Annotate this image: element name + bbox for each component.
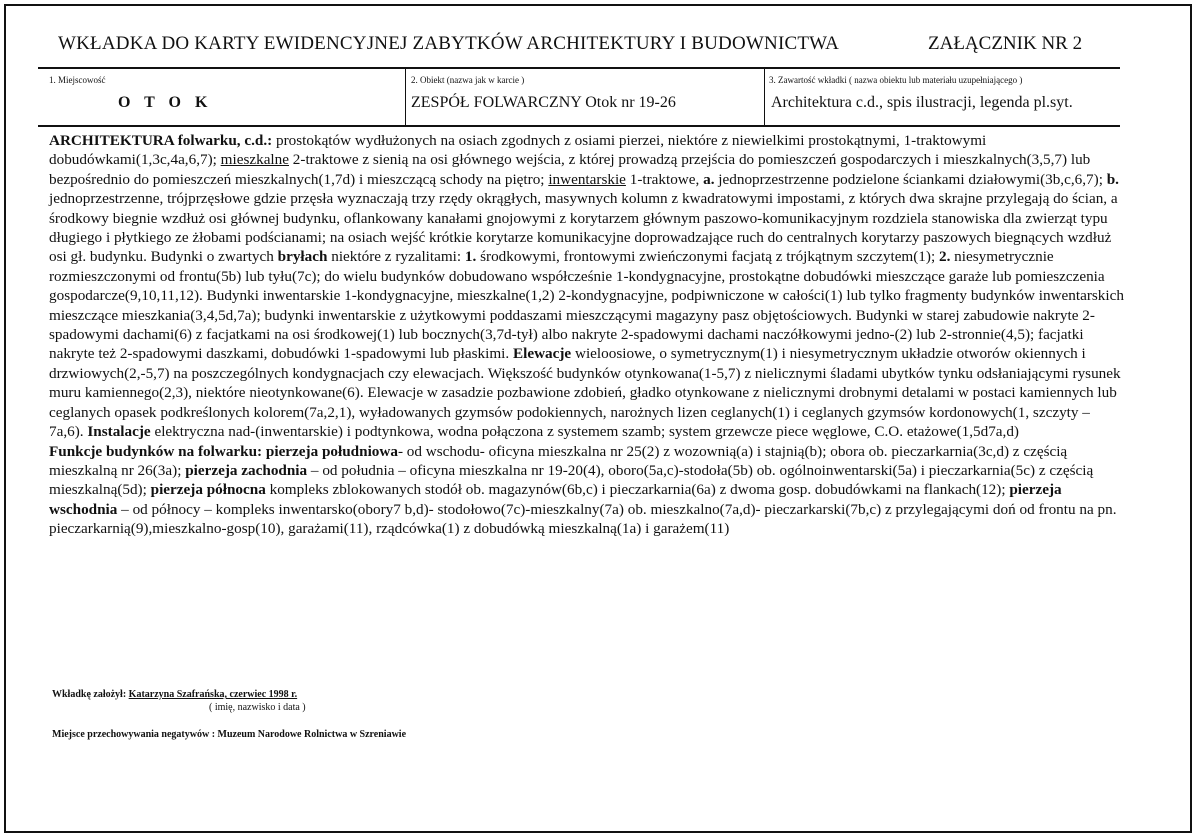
object-label: 2. Obiekt (nazwa jak w karcie ) xyxy=(411,75,525,85)
table-top-rule xyxy=(38,67,1120,69)
author-value: Katarzyna Szafrańska, czerwiec 1998 r. xyxy=(128,689,298,700)
functions-heading: Funkcje budynków na folwarku: pierzeja południowa xyxy=(49,442,398,460)
content-label: 3. Zawartość wkładki ( nazwa obiektu lub materiału uzupełniającego ) xyxy=(769,75,1023,85)
architecture-paragraph: ARCHITEKTURA folwarku, c.d.: prostokątów wydłużonych na osiach zgodnych z osiami pierzei, niektóre z niewielkimi prostokątnymi, 1-traktowymi dobudówkami(1,3c,4a,6,7); mieszkalne 2-traktowe z sienią na osi głównego wejścia, z której prowadzą przejścia do pomieszczeń gospodarczych i mieszkalnych(3,5,7) lub bezpośrednio do pomieszczeń mieszkalnych(1,7d) i mieszczącą schody na piętro; inwentarskie 1-traktowe, a. jednoprzestrzenne podzielone ściankami działowymi(3b,c,6,7); b. jednoprzestrzenne, trójprzęsłowe gdzie przęsła wyznaczają trzy rzędy okrągłych, masywnych kolumn z kwadratowymi impostami, z których dwa skrajne przylegają do ścian, a środkowy biegnie wzdłuż osi głównej budynku, oflankowany kanałami gnojowymi z korytarzem głównym paszowo-komunikacyjnym rozdziela stanowiska dla zwierząt typu długiego i płytkiego ze żłobami podścianami; na osiach wejść krótkie korytarze komunikacyjne doprowadzające ruch do centralnych korytarzy paszowych biegnących wzdłuż osi gł. budynku. Budynki o zwartych bryłach niektóre z ryzalitami: 1. środkowymi, frontowymi zwieńczonymi facjatą z trójkątnym szczytem(1); 2. niesymetrycznie rozmieszczonymi od frontu(5b) lub tyłu(7c); do wielu budynków dobudowano współcześnie 1-kondygnacyjne, prostokątne dobudówki mieszczące garaże lub pomieszczenia gospodarcze(9,10,11,12). Budynki inwentarskie 1-kondygnacyjne, mieszkalne(1,2) 2-kondygnacyjne, podpiwniczone w całości(1) lub tylko fragmenty budynków inwentarskich mieszczące mieszkania(3,4,5d,7a); budynki inwentarskie z użytkowymi poddaszami mieszczącymi magazyny pasz objętościowych. Budynki w starej zabudowie nakryte 2-spadowymi dachami(6) z facjatkami na osi środkowej(1) lub bocznych(3,7d-tył) albo nakryte 2-spadowymi dachami naczółkowymi jedno-(2) lub 2-stronnie(4,5); facjatki nakryte też 2-spadowymi daszkami, dobudówki 1-spadowymi lub płaskimi. Elewacje wieloosiowe, o symetrycznym(1) i niesymetrycznym układzie otworów okiennych i drzwiowych(2,-5,7) na poszczególnych kondygnacjach czy elewacjach. Większość budynków otynkowana(1-5,7) z nielicznymi śladami ubytków tynku odsłaniającymi rysunek muru kamiennego(2,3), niektóre nieotynkowane(6). Elewacje w zasadzie pozbawione zdobień, gładko otynkowane z nielicznymi drobnymi detalami w postaci kamiennych lub ceglanych opasek podkreślonych kolorem(7a,2,1), wyładowanych gzymsów podokiennych, narożnych lizen ceglanych(1) i ceglanych gzymsów kordonowych(1, szczyty –7a,6). Instalacje elektryczna nad-(inwentarskie) i podtynkowa, wodna połączona z systemem szamb; system grzewcze piece węglowe, C.O. etażowe(1,5d7a,d) xyxy=(49,132,1124,441)
negatives-location: Miejsce przechowywania negatywów : Muzeum Narodowe Rolnictwa w Szreniawie xyxy=(52,729,407,740)
table-divider-1 xyxy=(405,68,406,126)
content-value: Architektura c.d., spis ilustracji, legenda pl.syt. xyxy=(771,94,1073,111)
architecture-heading: ARCHITEKTURA folwarku, c.d.: xyxy=(49,132,273,149)
location-label: 1. Miejscowość xyxy=(49,75,106,85)
object-value: ZESPÓŁ FOLWARCZNY Otok nr 19-26 xyxy=(411,94,676,111)
author-label: Wkładkę założył: xyxy=(52,689,127,700)
annex-number: ZAŁĄCZNIK NR 2 xyxy=(928,33,1083,54)
document-body xyxy=(49,131,1124,539)
author-line xyxy=(52,689,297,700)
page-title: WKŁADKA DO KARTY EWIDENCYJNEJ ZABYTKÓW ARCHITEKTURY I BUDOWNICTWA xyxy=(58,33,840,54)
table-bottom-rule xyxy=(38,125,1120,127)
author-note: ( imię, nazwisko i data ) xyxy=(209,702,306,713)
location-value: O T O K xyxy=(118,94,213,111)
table-divider-2 xyxy=(764,68,765,126)
functions-paragraph: Funkcje budynków na folwarku: pierzeja południowa- od wschodu- oficyna mieszkalna nr 25(2) z wozownią(a) i stajnią(b); obora ob. pieczarkarnia(3c,d) z częścią mieszkalną nr 26(3a); pierzeja zachodnia – od południa – oficyna mieszkalna nr 19-20(4), oboro(5a,c)-stodoła(5b) ob. ogólnoinwentarski(5a) i pieczarkarnia(5c) z częścią mieszkalną(5d); pierzeja północna kompleks zblokowanych stodół ob. magazynów(6b,c) i pieczarkarnia(6a) z dwoma gosp. dobudówkami na flankach(12); pierzeja wschodnia – od północy – kompleks inwentarsko(obory7 b,d)- stodołowo(7c)-mieszkalny(7a) ob. mieszkalno(7a,d)- pieczarkarski(7b,c) z przylegającymi doń od frontu na pn. pieczarkarnią(9),mieszkalno-gosp(10), garażami(11), rządcówka(1) z dobudówką mieszkalną(1a) i garażem(11) xyxy=(49,442,1117,538)
